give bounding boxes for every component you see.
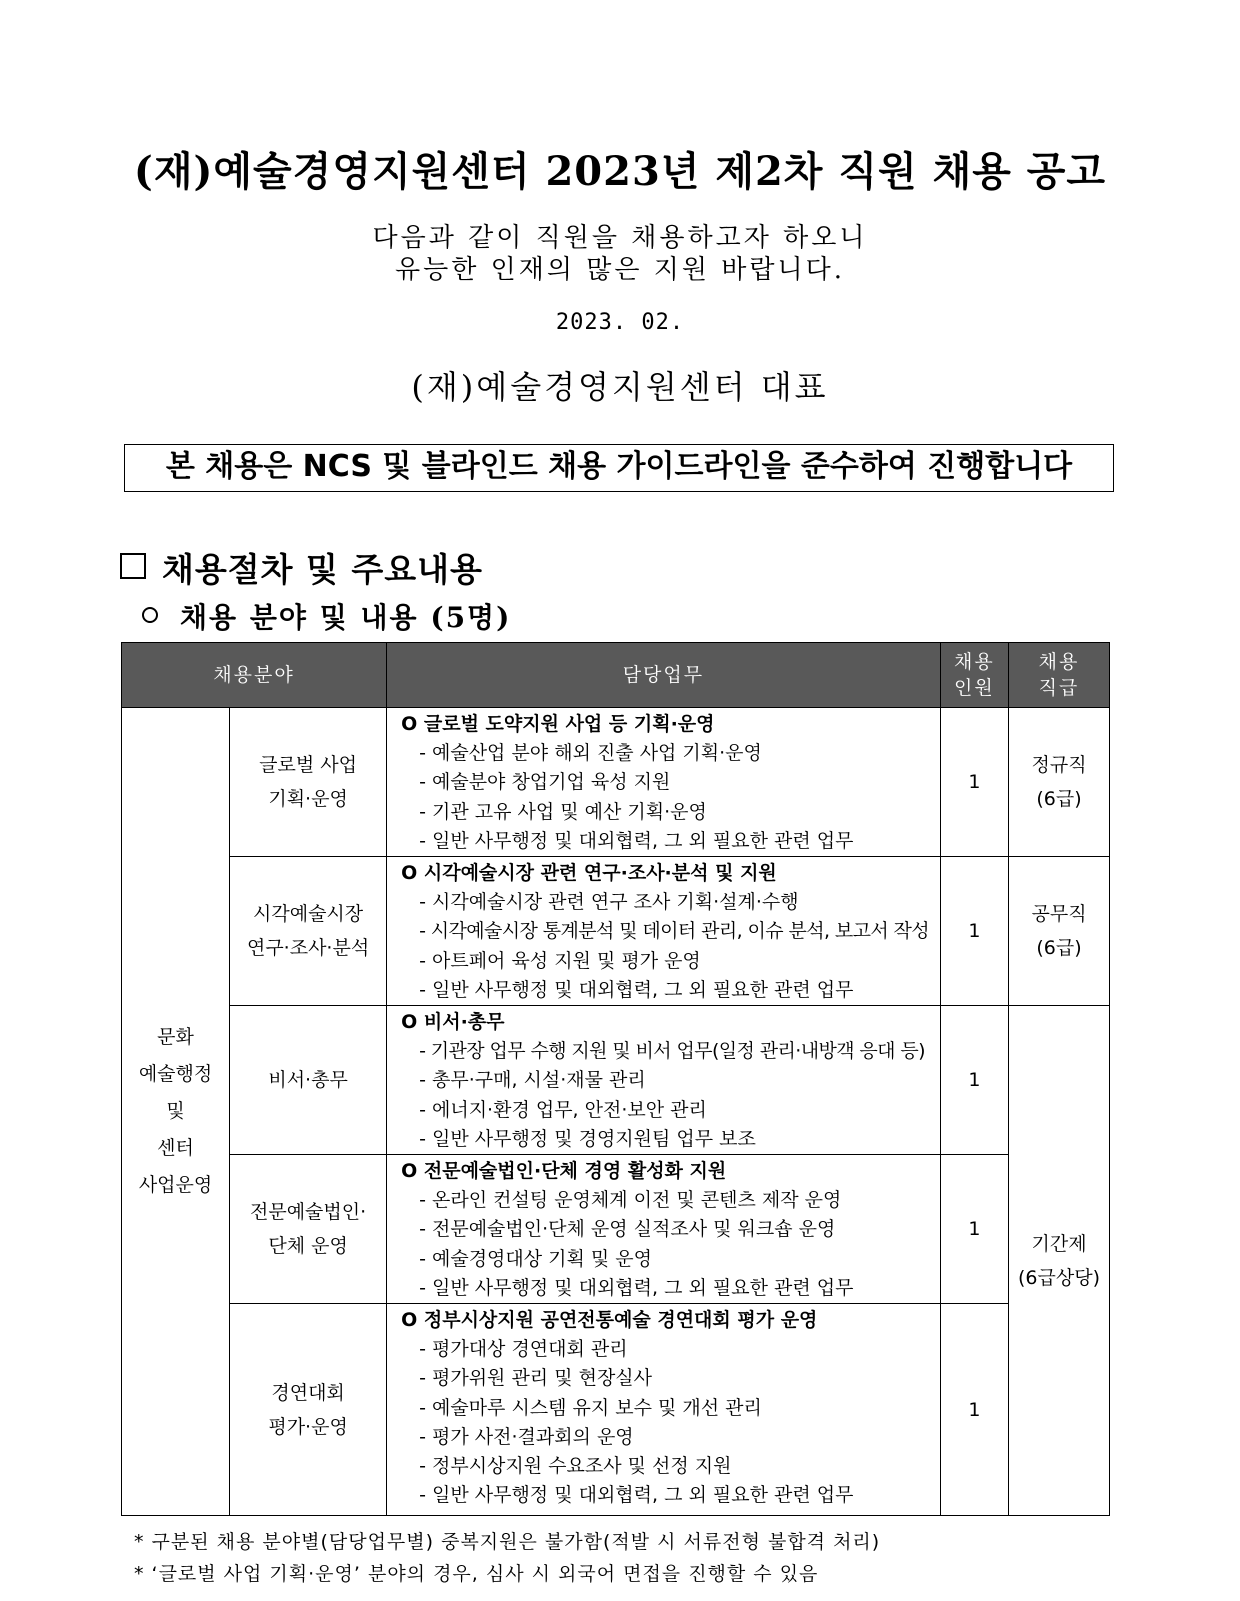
- footnotes: [134, 1526, 880, 1590]
- circle-bullet-icon: [142, 607, 158, 623]
- footnote-1: * 구분된 채용 분야별(담당업무별) 중복지원은 불가함(적발 시 서류전형 불합격 처리): [134, 1531, 881, 1553]
- duties-cell: O 전문예술법인·단체 경영 활성화 지원 - 온라인 컨설팅 운영체계 이전 및 콘텐츠 제작 운영 - 전문예술법인·단체 운영 실적조사 및 워크숍 운영 - 예술경영대상 기획 및 운영 - 일반 사무행정 및 대외협력, 그 외 필요한 관련 업무: [387, 1155, 941, 1304]
- field-cell: 비서·총무: [230, 1006, 387, 1155]
- grade-cell: 기간제 (6급상당): [1009, 1006, 1110, 1516]
- section-title: 채용절차 및 주요내용: [162, 550, 483, 589]
- recruitment-table: [121, 642, 1110, 1516]
- section-heading: [120, 544, 483, 591]
- page-title: (재)예술경영지원센터 2023년 제2차 직원 채용 공고: [133, 148, 1107, 195]
- table-row: [122, 1304, 1110, 1516]
- table-header-row: [122, 643, 1110, 708]
- grade-cell: 정규직 (6급): [1009, 708, 1110, 857]
- table-row: [122, 708, 1110, 857]
- duties-cell: O 시각예술시장 관련 연구·조사·분석 및 지원 - 시각예술시장 관련 연구 조사 기획·설계·수행 - 시각예술시장 통계분석 및 데이터 관리, 이슈 분석, 보고서 작성 - 아트페어 육성 지원 및 평가 운영 - 일반 사무행정 및 대외협력, 그 외 필요한 관련 업무: [387, 857, 941, 1006]
- field-cell: 시각예술시장 연구·조사·분석: [230, 857, 387, 1006]
- table-row: [122, 1006, 1110, 1155]
- header-count: 채용 인원: [940, 643, 1008, 708]
- field-cell: 경연대회 평가·운영: [230, 1304, 387, 1516]
- field-cell: 글로벌 사업 기획·운영: [230, 708, 387, 857]
- organization-name: (재)예술경영지원센터 대표: [411, 368, 829, 406]
- header-duties: 담당업무: [387, 643, 941, 708]
- count-cell: 1: [940, 1155, 1008, 1304]
- intro-line-2: 유능한 인재의 많은 지원 바랍니다.: [395, 255, 845, 285]
- table-row: [122, 1155, 1110, 1304]
- count-cell: 1: [940, 708, 1008, 857]
- count-cell: 1: [940, 857, 1008, 1006]
- intro-line-1: 다음과 같이 직원을 채용하고자 하오니: [372, 223, 868, 253]
- category-cell: 문화 예술행정 및 센터 사업운영: [122, 708, 230, 1516]
- grade-cell: 공무직 (6급): [1009, 857, 1110, 1006]
- duties-cell: O 글로벌 도약지원 사업 등 기획·운영 - 예술산업 분야 해외 진출 사업 기획·운영 - 예술분야 창업기업 육성 지원 - 기관 고유 사업 및 예산 기획·운영 - 일반 사무행정 및 대외협력, 그 외 필요한 관련 업무: [387, 708, 941, 857]
- field-cell: 전문예술법인· 단체 운영: [230, 1155, 387, 1304]
- table-row: [122, 857, 1110, 1006]
- count-cell: 1: [940, 1006, 1008, 1155]
- announcement-date: 2023. 02.: [555, 310, 685, 335]
- subsection-title: 채용 분야 및 내용 (5명): [180, 601, 512, 634]
- count-cell: 1: [940, 1304, 1008, 1516]
- duties-cell: O 비서·총무 - 기관장 업무 수행 지원 및 비서 업무(일정 관리·내방객 응대 등) - 총무·구매, 시설·재물 관리 - 에너지·환경 업무, 안전·보안 관리 - 일반 사무행정 및 경영지원팀 업무 보조: [387, 1006, 941, 1155]
- footnote-2: * ‘글로벌 사업 기획·운영’ 분야의 경우, 심사 시 외국어 면접을 진행할 수 있음: [134, 1563, 819, 1585]
- header-field: 채용분야: [122, 643, 387, 708]
- intro-text: [0, 222, 1240, 286]
- checkbox-square-icon: [120, 553, 146, 579]
- subsection-heading: [142, 596, 511, 636]
- header-grade: 채용 직급: [1009, 643, 1110, 708]
- blind-recruitment-notice: 본 채용은 NCS 및 블라인드 채용 가이드라인을 준수하여 진행합니다: [124, 444, 1114, 492]
- duties-cell: O 정부시상지원 공연전통예술 경연대회 평가 운영 - 평가대상 경연대회 관리 - 평가위원 관리 및 현장실사 - 예술마루 시스템 유지 보수 및 개선 관리 - 평가 사전·결과회의 운영 - 정부시상지원 수요조사 및 선정 지원 - 일반 사무행정 및 대외협력, 그 외 필요한 관련 업무: [387, 1304, 941, 1516]
